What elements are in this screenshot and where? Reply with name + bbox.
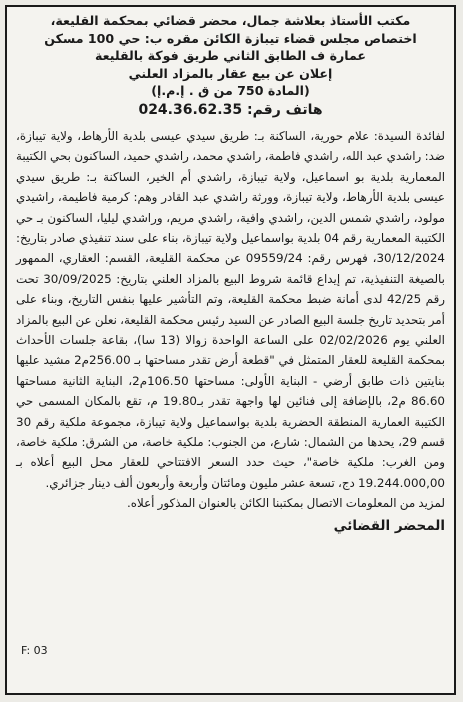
- phone-number: 024.36.62.35: [138, 101, 243, 118]
- reference-code: F: 03: [21, 644, 48, 657]
- notice-body: [16, 126, 445, 514]
- jurisdiction-line: اختصاص مجلس قضاء تيبازة الكائن مقره ب: حي 100 مسكن: [44, 30, 417, 46]
- notice-header: [16, 12, 445, 120]
- contact-paragraph: لمزيد من المعلومات الاتصال بمكتبنا الكائن بالعنوان المذكور أعلاه.: [126, 496, 445, 511]
- office-name-line: مكتب الأستاذ بعلاشة جمال، محضر قضائي بمحكمة القليعة،: [50, 13, 411, 28]
- notice-main-paragraph: لفائدة السيدة: علام حورية، الساكنة بـ: طريق سيدي عيسى بلدية الأرهاط، ولاية تيبازة، ضد: راشدي عبد الله، راشدي فاطمة، راشدي محمد، راشدي حميد، الساكنون بحي الكتيبة المعمارية بلدية بو اسماعيل، ولاية تيبازة، راشدي أم الخير، الساكنة بـ: طريق سيدي عيسى بلدية الأرهاط، ولاية تيبازة، وورثة راشدي عبد القادر وهم: كرمية فاطيمة، راشيدي مولود، راشدي شمس الدين، راشدي وافية، راشدي مريم، وراشدي ليليا، الساكنون بـ حي الكتيبة المعمارية رقم 04 بلدية بواسماعيل ولاية تيبازة، بناء على سند تنفيذي صادر بتاريخ: 30/12/2024، فهرس رقم: 09559/24 عن محكمة القليعة، القسم: العقاري، الممهور بالصيغة التنفيذية، تم إيداع قائمة شروط البيع بالمزاد العلني بتاريخ: 30/09/2025 تحت رقم 42/25 لدى أمانة ضبط محكمة القليعة، وتم التأشير عليها بنفس التاريخ، وبناء على أمر بتحديد تاريخ جلسة البيع الصادر عن السيد رئيس محكمة القليعة، نعلن عن البيع بالمزاد العلني يوم 02/02/2026 على الساعة الواحدة زوالا (13 سا)، بقاعة جلسات الأحداث بمحكمة القليعة للعقار المتمثل في "قطعة أرض تقدر مساحتها بـ 256.00م2 مشيد عليها بنايتين ذات طابق أرضي - البناية الأولى: مساحتها 106.50م2، البناية الثانية مساحتها 86.60 م2، بالإضافة إلى فنائين لها واجهة تقدر بـ19.80 م، تقع بالمكان المسمى حي الكتيبة العمارية المنطقة الحضرية بلدية بواسماعيل ولاية تيبازة، مجموعة ملكية رقم 30 قسم 29، يحدها من الشمال: شارع، من الجنوب: ملكية خاصة، من الشرق: ملكية خاصة، ومن الغرب: ملكية خاصة"، حيث حدد السعر الافتتاحي للعقار محل البيع أعلاه بـ 19.244.000,00 دج، تسعة عشر مليون ومائتان وأربعة وأربعون ألف دينار جزائري.: [16, 128, 446, 490]
- phone-line: [16, 100, 445, 120]
- address-line: عمارة ف الطابق الثاني طريق فوكة بالقليعة: [94, 48, 367, 64]
- notice-title: إعلان عن بيع عقار بالمزاد العلني: [128, 65, 333, 81]
- legal-notice: [5, 5, 456, 695]
- phone-label: هاتف رقم:: [246, 101, 323, 118]
- legal-article-line: (المادة 750 من ق . إ.م.إ): [151, 83, 310, 99]
- signature: المحضر القضائي: [333, 517, 445, 534]
